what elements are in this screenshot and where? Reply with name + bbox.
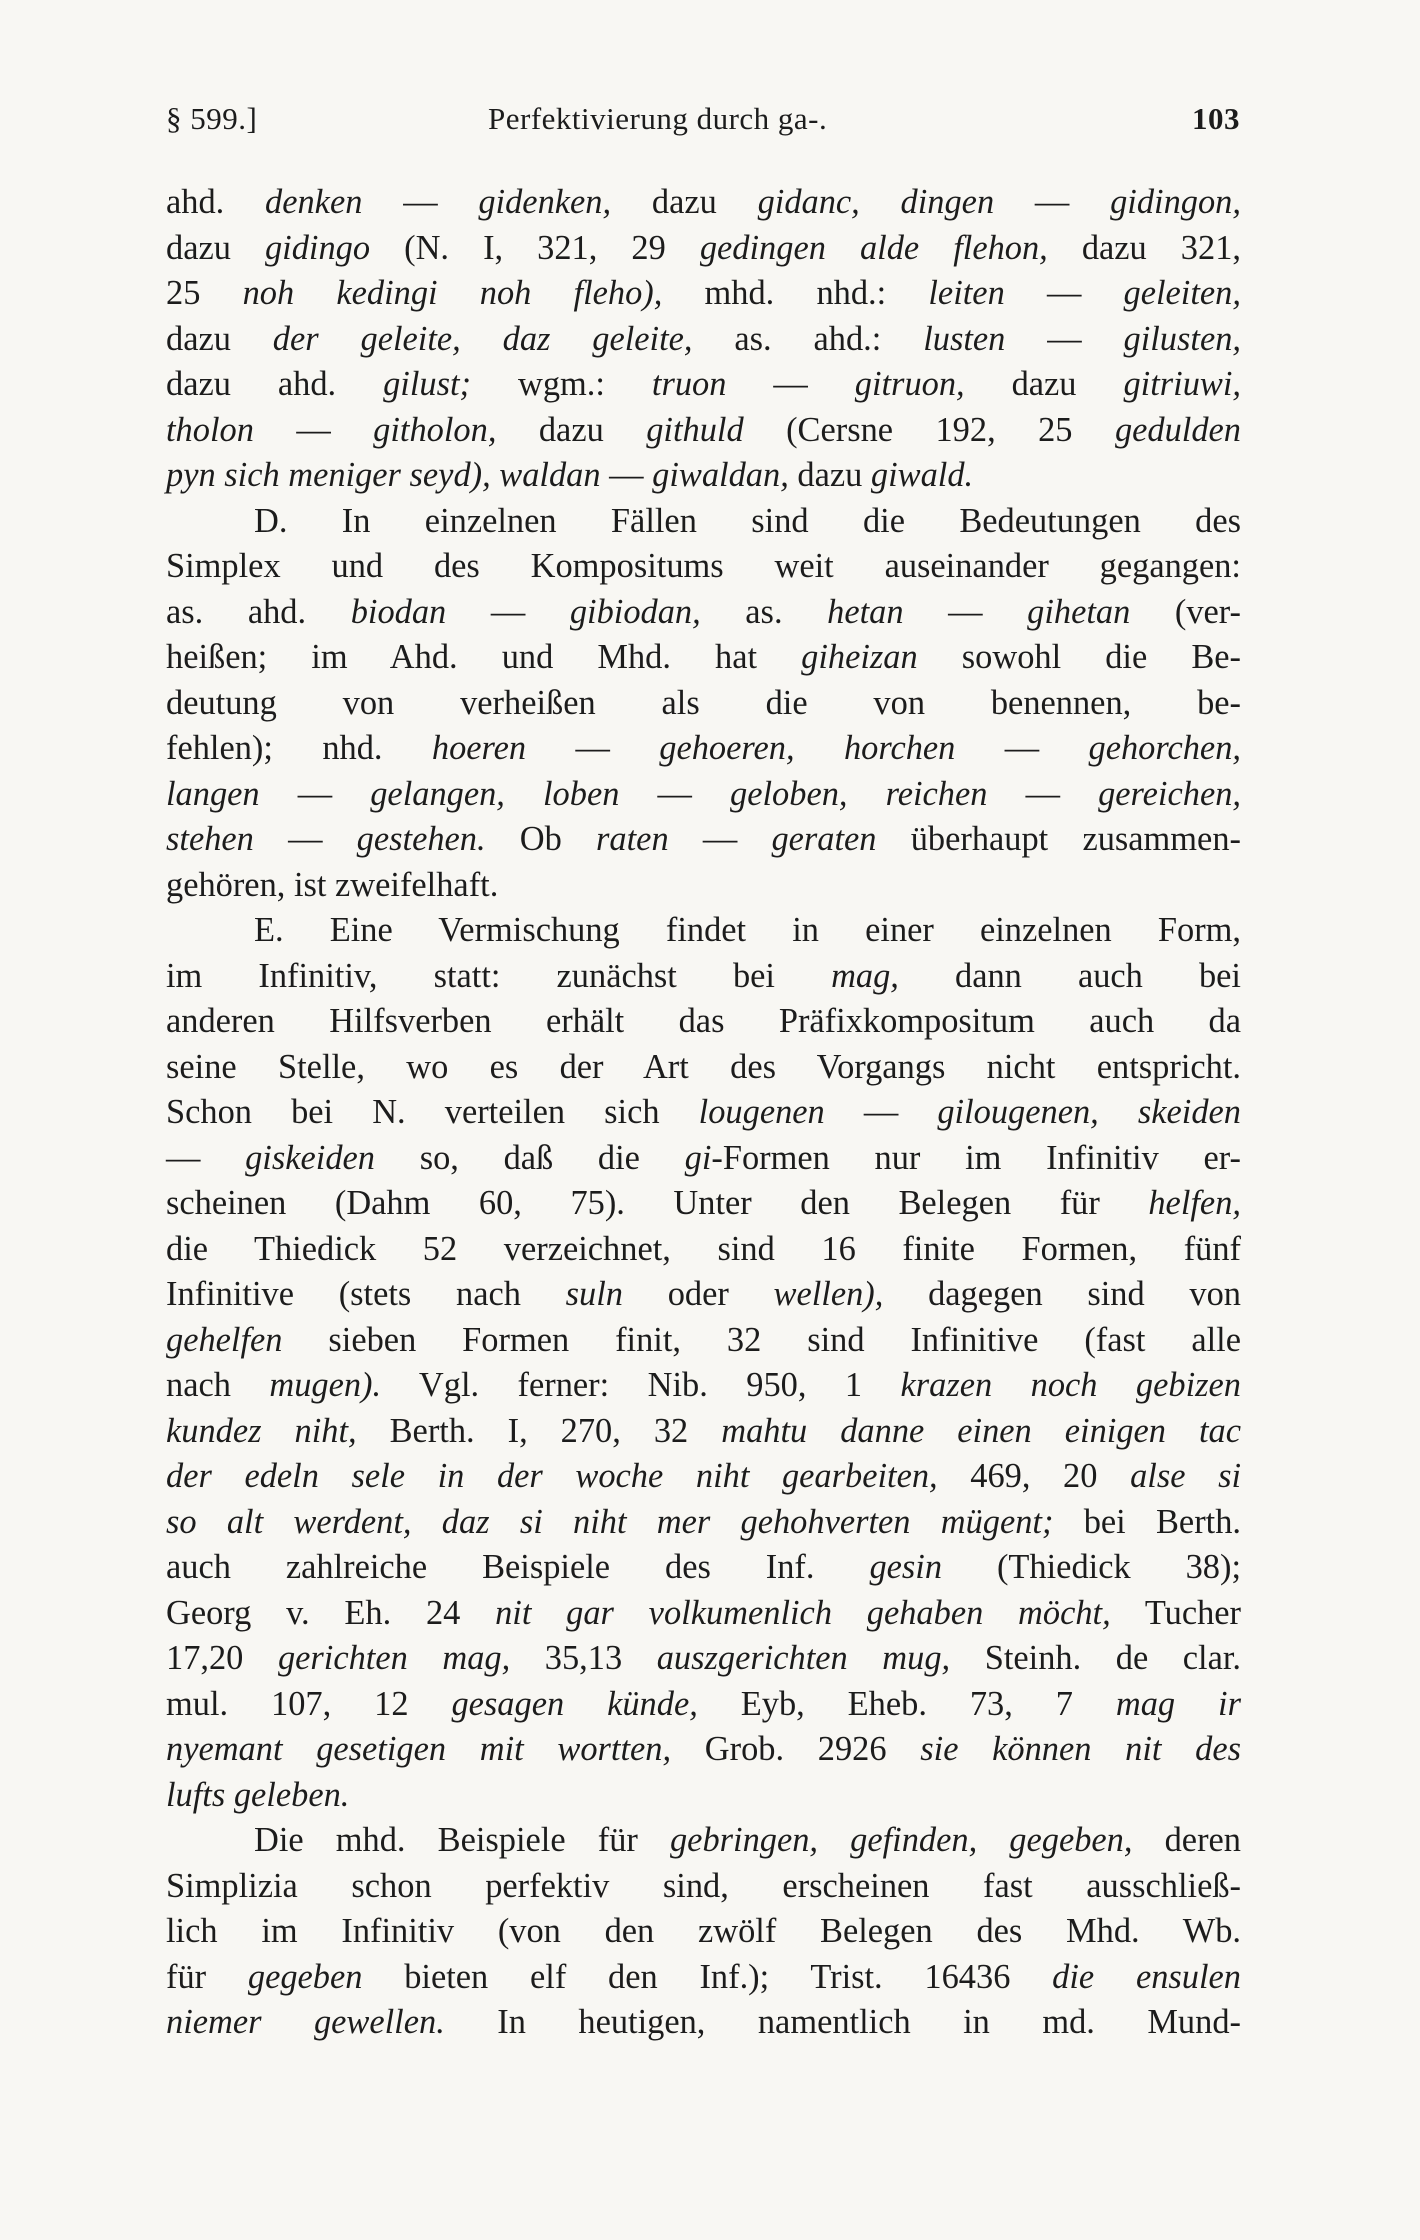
italic-text: geloben, reichen xyxy=(730,774,988,813)
text-segment: dazu xyxy=(166,228,265,267)
text-line xyxy=(166,1818,1241,1864)
italic-text: tholon xyxy=(166,410,254,449)
text-segment: Vgl. ferner: Nib. 950, 1 xyxy=(381,1366,901,1404)
text-segment: — xyxy=(259,774,371,813)
text-segment: Schon bei N. verteilen sich xyxy=(166,1093,699,1131)
italic-text: gebringen, gefinden, gegeben, xyxy=(669,1821,1133,1859)
italic-text: gehorchen, xyxy=(1088,729,1241,767)
text-line xyxy=(166,1545,1241,1591)
text-segment: Steinh. de clar. xyxy=(950,1639,1242,1677)
italic-text: giwaldan, xyxy=(652,456,789,494)
italic-text: gerichten mag, xyxy=(277,1639,511,1677)
text-segment: as. ahd. xyxy=(166,592,351,631)
italic-text: gestehen. xyxy=(356,820,486,858)
italic-text: gibiodan, xyxy=(569,592,701,631)
text-line xyxy=(166,1864,1241,1910)
italic-text: giwald. xyxy=(870,456,974,494)
text-segment: Berth. I, 270, 32 xyxy=(356,1411,722,1450)
text-line xyxy=(166,1773,1241,1819)
text-line xyxy=(166,999,1241,1045)
text-line xyxy=(166,1682,1241,1728)
italic-text: krazen noch gebizen xyxy=(900,1366,1241,1404)
italic-text: gidanc, dingen xyxy=(757,183,995,221)
italic-text: sie können nit des xyxy=(920,1730,1241,1768)
text-segment: scheinen (Dahm 60, 75). Unter den Belegen für xyxy=(166,1184,1149,1222)
text-segment: fehlen); nhd. xyxy=(166,729,432,767)
italic-text: giskeiden xyxy=(245,1138,375,1177)
text-segment: Eyb, Eheb. 73, 7 xyxy=(697,1684,1116,1723)
italic-text: githolon, xyxy=(373,410,497,449)
text-segment: dazu xyxy=(788,456,871,494)
italic-text: wellen), xyxy=(773,1275,884,1313)
text-segment: — xyxy=(824,1093,938,1131)
italic-text: noh kedingi noh fleho), xyxy=(242,274,663,312)
italic-text: suln xyxy=(565,1275,623,1313)
italic-text: gilougenen, skeiden xyxy=(937,1093,1241,1131)
text-segment: dann auch bei xyxy=(898,956,1241,995)
italic-text: gitruon, xyxy=(854,365,965,403)
text-segment: ahd. xyxy=(166,183,266,221)
italic-text: giheizan xyxy=(801,638,918,676)
text-segment: dazu ahd. xyxy=(166,365,384,403)
text-line xyxy=(166,362,1241,408)
italic-text: gilust; xyxy=(383,365,472,403)
text-segment: wgm.: xyxy=(471,365,652,403)
text-line xyxy=(166,1272,1241,1318)
running-title: Perfektivierung durch ga-. xyxy=(488,101,828,136)
text-segment: — xyxy=(955,729,1089,767)
italic-text: helfen, xyxy=(1148,1184,1241,1222)
italic-text: lougenen xyxy=(698,1093,825,1131)
text-line xyxy=(166,1181,1241,1227)
italic-text: mag ir xyxy=(1115,1684,1241,1723)
italic-text: geduldеn xyxy=(1114,410,1241,449)
text-line xyxy=(166,544,1241,590)
italic-text: pyn sich meniger seyd), waldan xyxy=(166,456,601,494)
text-line xyxy=(166,1045,1241,1091)
text-segment: dazu xyxy=(496,410,647,449)
italic-text: nyemant gesetigen mit wortten, xyxy=(166,1730,672,1768)
text-segment: — xyxy=(994,183,1111,221)
text-segment: — xyxy=(166,1138,246,1177)
italic-text: kundez niht, xyxy=(166,1411,357,1450)
text-line xyxy=(166,1636,1241,1682)
text-segment: — xyxy=(1004,274,1124,312)
text-segment: dazu xyxy=(611,183,758,221)
text-line xyxy=(166,317,1241,363)
italic-text: githuld xyxy=(646,410,744,449)
text-line xyxy=(166,1591,1241,1637)
text-segment: bei Berth. xyxy=(1053,1502,1241,1541)
text-segment: dagegen sind von xyxy=(883,1275,1241,1313)
text-segment: E. Eine Vermischung findet in einer einzelnen Form, xyxy=(254,911,1241,949)
text-segment: 25 xyxy=(166,274,243,312)
text-segment: deutung von verheißen als die von benennen, be- xyxy=(166,683,1241,722)
text-line xyxy=(166,726,1241,772)
text-line xyxy=(166,499,1241,545)
text-segment: gehören, ist zweifelhaft. xyxy=(166,865,499,904)
text-segment: — xyxy=(987,774,1099,813)
italic-text: gedingen alde flehon, xyxy=(699,228,1048,267)
text-segment: — xyxy=(1005,319,1124,358)
text-line xyxy=(166,1136,1241,1182)
running-header xyxy=(166,101,1240,141)
text-segment: mul. 107, 12 xyxy=(166,1684,452,1723)
text-segment: Die mhd. Beispiele für xyxy=(254,1821,670,1859)
text-segment: Tucher xyxy=(1110,1593,1241,1632)
italic-text: auszgerichten mug, xyxy=(656,1639,951,1677)
text-segment: — xyxy=(253,820,357,858)
text-segment: im Infinitiv, statt: zunächst bei xyxy=(166,956,832,995)
text-segment: die Thiedick 52 verzeichnet, sind 16 finite Formen, fünf xyxy=(166,1229,1241,1268)
text-segment: deren xyxy=(1132,1821,1241,1859)
italic-text: gegeben xyxy=(247,1957,363,1996)
italic-text: mugen). xyxy=(269,1366,382,1404)
text-line xyxy=(166,1909,1241,1955)
italic-text: biodan xyxy=(350,592,447,631)
text-segment: 17,20 xyxy=(166,1639,278,1677)
text-line xyxy=(166,817,1241,863)
text-segment: Grob. 2926 xyxy=(671,1730,921,1768)
text-line xyxy=(166,271,1241,317)
italic-text: mag, xyxy=(831,956,899,995)
italic-text: gi- xyxy=(684,1138,723,1177)
text-segment: Simplizia schon perfektiv sind, erscheinen fast ausschließ- xyxy=(166,1866,1241,1905)
italic-text: denken xyxy=(265,183,363,221)
text-line xyxy=(166,908,1241,954)
italic-text: stehen xyxy=(166,820,254,858)
text-line xyxy=(166,180,1241,226)
text-line xyxy=(166,863,1241,909)
italic-text: gehoeren, horchen xyxy=(659,729,956,767)
italic-text: nit gar volkumenlich gehaben möcht, xyxy=(495,1593,1111,1632)
italic-text: gitriuwi, xyxy=(1123,365,1242,403)
italic-text: der edeln sele in der woche niht gearbeiten, xyxy=(166,1457,938,1495)
text-line xyxy=(166,681,1241,727)
italic-text: gesin xyxy=(869,1548,943,1586)
italic-text: raten xyxy=(596,820,669,858)
text-segment: nach xyxy=(166,1366,270,1404)
italic-text: geraten xyxy=(771,820,877,858)
text-segment: — xyxy=(253,410,374,449)
text-segment: — xyxy=(446,592,570,631)
text-segment: auch zahlreiche Beispiele des Inf. xyxy=(166,1548,870,1586)
text-line xyxy=(166,408,1241,454)
text-line xyxy=(166,453,1241,499)
text-segment: so, daß die xyxy=(374,1138,685,1177)
italic-text: gidingon, xyxy=(1110,183,1241,221)
text-line xyxy=(166,1318,1241,1364)
text-segment: 469, 20 xyxy=(937,1457,1131,1495)
italic-text: so alt werdent, daz si niht mer gehohverten mügent; xyxy=(166,1502,1054,1541)
body-text xyxy=(166,180,1241,2046)
text-segment: anderen Hilfsverben erhält das Präfixkompositum auch da xyxy=(166,1002,1241,1040)
text-segment: dazu 321, xyxy=(1047,228,1241,267)
text-line xyxy=(166,1500,1241,1546)
text-segment: sieben Formen finit, 32 sind Infinitive (fast alle xyxy=(282,1320,1241,1359)
italic-text: die ensulen xyxy=(1052,1957,1242,1996)
text-segment: (Cersne 192, 25 xyxy=(743,410,1115,449)
text-line xyxy=(166,1727,1241,1773)
text-line xyxy=(166,1454,1241,1500)
italic-text: gilusten, xyxy=(1123,319,1241,358)
italic-text: mahtu danne einen einigen tac xyxy=(721,1411,1241,1450)
text-segment: seine Stelle, wo es der Art des Vorgangs nicht entspricht. xyxy=(166,1047,1241,1086)
section-reference: § 599.] xyxy=(166,101,258,136)
italic-text: gehelfen xyxy=(166,1320,283,1359)
italic-text: hoeren xyxy=(431,729,527,767)
text-segment: (N. I, 321, 29 xyxy=(370,228,700,267)
text-segment: — xyxy=(362,183,479,221)
text-segment: — xyxy=(668,820,772,858)
italic-text: geleiten, xyxy=(1123,274,1241,312)
text-segment: Georg v. Eh. 24 xyxy=(166,1593,496,1632)
text-line xyxy=(166,226,1241,272)
text-segment: In heutigen, namentlich in md. Mund- xyxy=(444,2003,1241,2041)
text-segment: heißen; im Ahd. und Mhd. hat xyxy=(166,638,802,676)
italic-text: niemer gewellen. xyxy=(166,2003,445,2041)
text-segment: as. xyxy=(700,592,828,631)
text-line xyxy=(166,590,1241,636)
italic-text: langen xyxy=(166,774,260,813)
italic-text: lusten xyxy=(923,319,1006,358)
text-segment: überhaupt zusammen- xyxy=(876,820,1241,858)
text-line xyxy=(166,1227,1241,1273)
page-number: 103 xyxy=(1192,101,1240,136)
text-segment: Infinitive (stets nach xyxy=(166,1275,566,1313)
text-segment: oder xyxy=(622,1275,774,1313)
text-line xyxy=(166,635,1241,681)
italic-text: gihetan xyxy=(1027,592,1131,631)
text-line xyxy=(166,1955,1241,2001)
text-segment: — xyxy=(903,592,1028,631)
italic-text: gidingo xyxy=(264,228,371,267)
text-segment: — xyxy=(526,729,660,767)
text-segment: — xyxy=(600,456,653,494)
italic-text: der geleite, daz geleite, xyxy=(272,319,693,358)
text-segment: für xyxy=(166,1957,248,1996)
text-segment: Formen nur im Infinitiv er- xyxy=(722,1138,1241,1177)
text-segment: — xyxy=(619,774,731,813)
text-line xyxy=(166,2000,1241,2046)
italic-text: gidenken, xyxy=(478,183,612,221)
text-segment: lich im Infinitiv (von den zwölf Belegen des Mhd. Wb. xyxy=(166,1912,1241,1950)
italic-text: hetan xyxy=(827,592,904,631)
text-line xyxy=(166,1363,1241,1409)
text-segment: Ob xyxy=(485,820,597,858)
text-segment: D. In einzelnen Fällen sind die Bedeutungen des xyxy=(254,501,1241,540)
text-segment: dazu xyxy=(964,365,1124,403)
text-segment: sowohl die Be- xyxy=(917,638,1241,676)
text-segment: — xyxy=(726,365,855,403)
text-segment: Simplex und des Kompositums weit auseinander gegangen: xyxy=(166,547,1241,585)
italic-text: lufts geleben. xyxy=(166,1775,350,1814)
text-line xyxy=(166,1090,1241,1136)
text-segment: (ver- xyxy=(1130,592,1241,631)
text-line xyxy=(166,954,1241,1000)
text-segment: as. ahd.: xyxy=(692,319,924,358)
text-segment: 35,13 xyxy=(510,1639,657,1677)
text-line xyxy=(166,772,1241,818)
text-line xyxy=(166,1409,1241,1455)
italic-text: gereichen, xyxy=(1098,774,1241,813)
text-segment: mhd. nhd.: xyxy=(662,274,929,312)
italic-text: alse si xyxy=(1130,1457,1242,1495)
text-segment: bieten elf den Inf.); Trist. 16436 xyxy=(362,1957,1053,1996)
italic-text: gesagen künde, xyxy=(451,1684,698,1723)
text-segment: (Thiedick 38); xyxy=(942,1548,1241,1586)
italic-text: leiten xyxy=(928,274,1005,312)
text-segment: dazu xyxy=(166,319,273,358)
italic-text: gelangen, loben xyxy=(370,774,620,813)
italic-text: truon xyxy=(651,365,727,403)
